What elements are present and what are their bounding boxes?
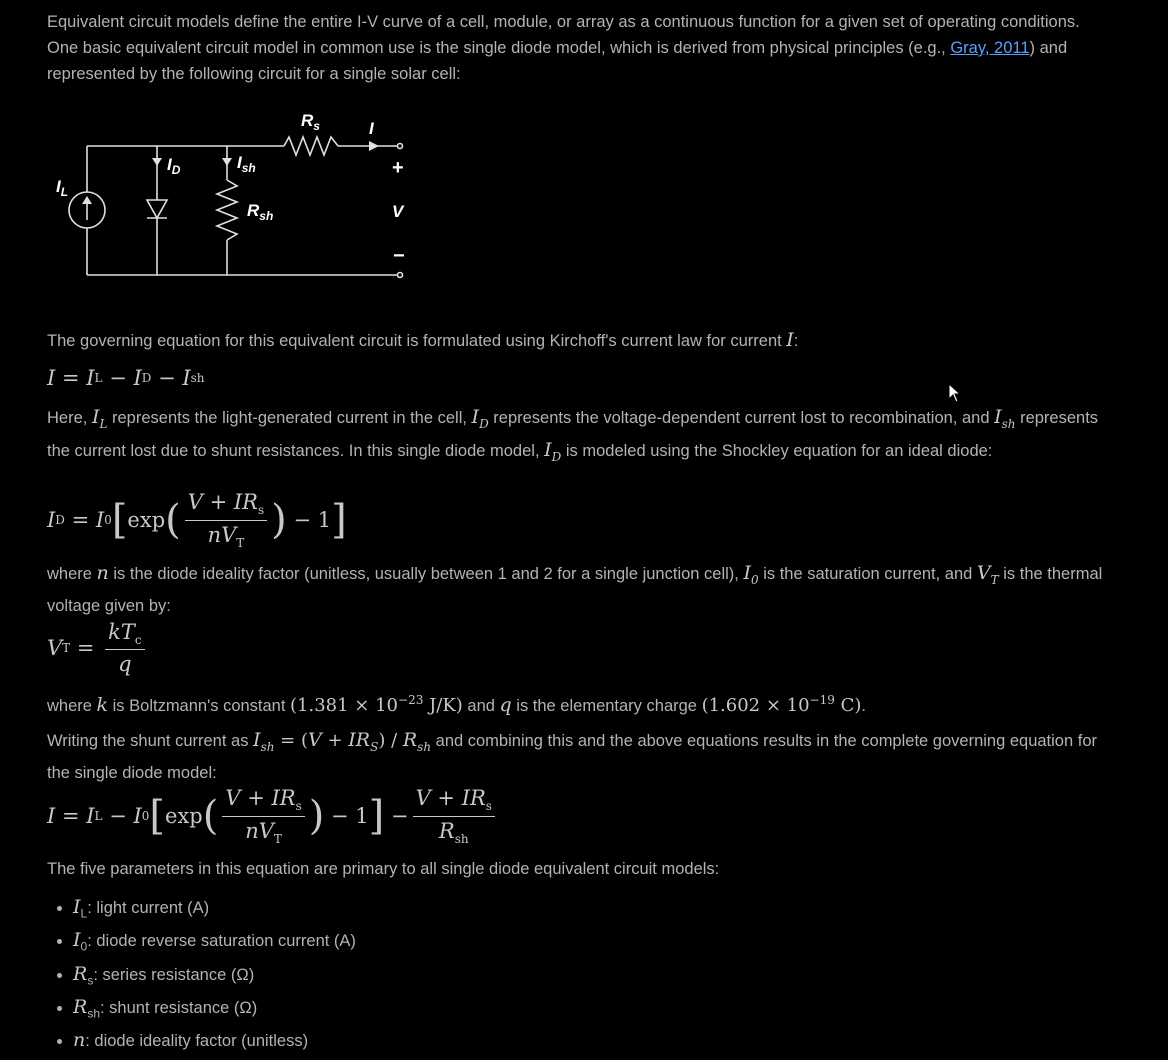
here-paragraph: Here, $I_L$ represents the light-generated current in the cell, $I_D$ represents the voltage-dependent current lost to recombination, and $I_{sh}$ represents the current lost due to shunt resistances. In this single diode model, $I_D$ is modeled using the Shockley equation for an ideal diode: xyxy=(47,406,1099,464)
label-rsh: $R_{sh}$ xyxy=(247,201,274,223)
mouse-cursor-icon xyxy=(948,383,962,403)
label-i: I xyxy=(369,119,374,138)
shockley-equation: I D = I 0 [ exp ( $\frac{V + IR_s}{nV_T}$ ) − 1 ] xyxy=(47,490,347,550)
parameter-item: • n: diode ideality factor (unitless) xyxy=(73,1027,356,1060)
parameter-item: • $R_{sh}$: shunt resistance (Ω) xyxy=(73,994,356,1027)
where-constants-paragraph: where k is Boltzmann's constant ($1.381 \times 10^{-23}$ J/K) and q is the elementary charge ($1.602 \times 10^{-19}$ C). xyxy=(47,693,866,716)
label-ish: $I_{sh}$ xyxy=(237,153,256,175)
gray-2011-link[interactable]: Gray, 2011 xyxy=(950,39,1030,57)
parameter-item: • $I_0$: diode reverse saturation current (A) xyxy=(73,927,356,960)
single-diode-circuit-diagram xyxy=(47,100,427,300)
governing-paragraph: The governing equation for this equivalent circuit is formulated using Kirchoff's current law for current I: xyxy=(47,329,799,351)
intro-paragraph: Equivalent circuit models define the entire I-V curve of a cell, module, or array as a continuous function for a given set of operating conditions. One basic equivalent circuit model in common use is the single diode model, which is derived from physical principles (e.g., Gray, 2011) and represented by the following circuit for a single solar cell: xyxy=(47,13,1080,83)
full-diode-equation: I = I L − I 0 [ exp ( $\frac{V + IR_s}{nV_T}$ ) − 1 ] − $\frac{V + IR_s}{R_{sh}}$ xyxy=(47,788,499,844)
parameter-item: • $I_L$: light current (A) xyxy=(73,894,356,927)
parameter-item: • $R_s$: series resistance (Ω) xyxy=(73,961,356,994)
where-ideality-paragraph: where n is the diode ideality factor (unitless, usually between 1 and 2 for a single junction cell), $I_0$ is the saturation current, and $V_T$ is the thermal voltage given by: xyxy=(47,562,1103,615)
shunt-paragraph: Writing the shunt current as $I_{sh} = (V + IR_S) / R_{sh}$ and combining this and the above equations results in the complete governing equation for the single diode model: xyxy=(47,729,1098,782)
label-v: V xyxy=(392,202,404,221)
label-plus: + xyxy=(392,157,404,179)
thermal-voltage-equation: V T = $\frac{kT_c}{q}$ xyxy=(47,620,149,676)
parameter-list xyxy=(47,894,356,1060)
label-minus: − xyxy=(393,245,405,267)
label-rs: $R_s$ xyxy=(301,111,320,133)
label-il: $I_L$ xyxy=(56,177,69,199)
parameters-intro: The five parameters in this equation are primary to all single diode equivalent circuit models: xyxy=(47,860,720,878)
label-id: $I_D$ xyxy=(167,155,181,177)
kcl-equation: I = I L − I D − I sh xyxy=(47,366,205,390)
